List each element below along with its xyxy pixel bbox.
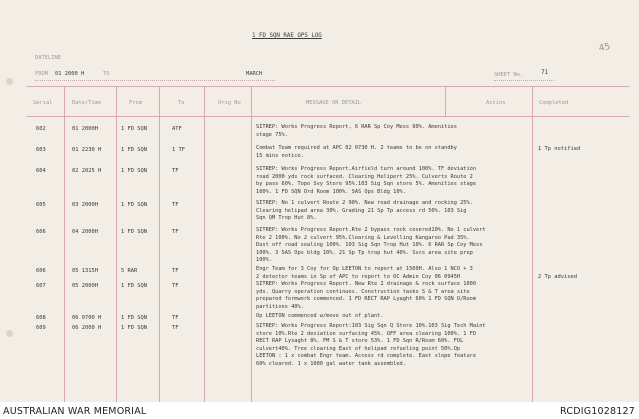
row-from: 1 FD SQN bbox=[121, 315, 147, 321]
row-serial: 604 bbox=[36, 168, 46, 174]
row-datetime: 05 2000H bbox=[72, 283, 98, 289]
row-serial: 603 bbox=[36, 147, 46, 153]
row-datetime: 01 2000H bbox=[72, 126, 98, 132]
row-from: 1 FD SQN bbox=[121, 283, 147, 289]
row-message: SITREP: Works Progress Report. New Rte 2 drainage & rock surface 1000 yds. Quarry operation continues. Construction tasks S & T area site prepared formwork commenced. 1 FD RECT RAP Lyaght 60% 1 FD SQN O/Room partitions 40%. bbox=[256, 281, 477, 310]
column-divider bbox=[64, 86, 65, 402]
dateline-label: DATELINE bbox=[35, 55, 61, 61]
row-message: SITREP: Works Progress Report.Rte 2 bypass rock covered10%. No 1 culvert Rte 2 100%. No 2 culvert 95%.Clearing & Levelling Kangaroo Pad 35%. Dust off road sealing 100%. 103 Sig Sqn Trop Hut 10%. 6 RAR Sp Coy Mess 100%. 3 SAS Ops bldg 10%. 21 Sp Tp trop hut 40%. Svcs area site prep 100%. bbox=[256, 227, 486, 264]
row-serial: 607 bbox=[36, 283, 46, 289]
footer-source: AUSTRALIAN WAR MEMORIAL bbox=[3, 406, 147, 417]
column-header-orig-no: Orig No bbox=[218, 100, 241, 106]
column-header-to: To bbox=[178, 100, 185, 106]
row-datetime: 04 2000H bbox=[72, 229, 98, 235]
row-to: TF bbox=[172, 268, 179, 274]
row-message: Combat Team required at APC 02 0730 H. 2 teams to be on standby 15 mins notice. bbox=[256, 145, 457, 159]
month: MARCH bbox=[246, 71, 263, 77]
to-label: TO bbox=[103, 71, 110, 77]
row-serial: 608 bbox=[36, 315, 46, 321]
row-datetime: 03 2000H bbox=[72, 202, 98, 208]
row-datetime: 05 1315H bbox=[72, 268, 98, 274]
row-from: 1 FD SQN bbox=[121, 168, 147, 174]
row-message: Engr Team for 3 Coy for Op LEETON to report at 1500H. Also 1 NCO + 3 2 detector teams in Sp of APC to report to OC Admin Coy 06 0945H bbox=[256, 266, 473, 280]
column-divider bbox=[204, 86, 205, 402]
row-to: TF bbox=[172, 229, 179, 235]
row-action: 1 Tp notified bbox=[538, 146, 581, 152]
row-to: TF bbox=[172, 315, 179, 321]
column-header-datetime: Date/Time bbox=[72, 100, 102, 106]
row-message: SITREP: No 1 culvert Route 2 90%. New road drainage and rocking 25%. Clearing helipad area 30%. Grading 21 Sp Tp access rd 50%. 103 Sig Sqn QM Trop Hut 8%. bbox=[256, 200, 473, 222]
sheet-number: 71 bbox=[541, 69, 549, 76]
column-divider bbox=[532, 86, 533, 402]
column-divider bbox=[116, 86, 117, 402]
row-from: 1 FD SQN bbox=[121, 229, 147, 235]
row-to: 1 TF bbox=[172, 147, 185, 153]
column-header-message: MESSAGE OR DETAIL bbox=[306, 100, 362, 106]
row-to: TF bbox=[172, 202, 179, 208]
column-header-action: Action bbox=[486, 100, 506, 106]
header-dotted-line bbox=[35, 80, 275, 81]
sheet-label: SHEET No. bbox=[494, 72, 524, 78]
corner-mark: 45 bbox=[597, 41, 612, 55]
row-datetime: 06 0700 H bbox=[72, 315, 102, 321]
page-title: 1 FD SQN RAE OPS LOG bbox=[252, 33, 322, 39]
row-serial: 606 bbox=[36, 229, 46, 235]
column-divider bbox=[251, 86, 252, 402]
row-message: SITREP: Works Progress Report,Airfield turn around 100%. TF deviation road 2000 yds rock surfaced. Clearing Helipert 25%. Culverts Route 2 by pass 60%. Topo Svy Store 95%.103 Sig Sqn store 5%. Amenities stage 100%. 1 FD SQN Ord Room 100%. SAS Ops Bldg 10%. bbox=[256, 166, 477, 195]
column-header-from: From bbox=[129, 100, 142, 106]
row-datetime: 01 2230 H bbox=[72, 147, 102, 153]
row-to: ATF bbox=[172, 126, 182, 132]
punch-hole bbox=[6, 330, 13, 337]
header-dotted-line bbox=[494, 80, 554, 81]
row-message: SITREP: Works Progress Report:103 Sig Sqn Q Store 10%.103 Sig Tech Maint store 10%.Rte 2 deviation surfacing 45%. OFF area clearing 100%. 1 FD RECT RAP Lysaght 8%. FM S & T store 53%. 1 FD Sqn R/Room 60%. FOL culvert40%. Tree clearing East of helipad refueling point 50%.Op LEETON : 1 x combat Engr team. Access rd complete. East slope feature 60% cleared. 1 x 1000 gal water tank assembled. bbox=[256, 323, 486, 367]
row-datetime: 06 2000 H bbox=[72, 325, 102, 331]
column-header-serial: Serial bbox=[33, 100, 53, 106]
column-header-completed: Completed bbox=[539, 100, 569, 106]
row-from: 1 FD SQN bbox=[121, 147, 147, 153]
row-datetime: 02 2025 H bbox=[72, 168, 102, 174]
row-action: 2 Tp advised bbox=[538, 274, 577, 280]
archive-footer bbox=[0, 402, 639, 419]
row-from: 1 FD SQN bbox=[121, 202, 147, 208]
punch-hole bbox=[6, 78, 13, 85]
footer-record-id: RCDIG1028127 bbox=[560, 406, 635, 417]
row-serial: 602 bbox=[36, 126, 46, 132]
row-message: Op LEETON commenced w/move out of plant. bbox=[256, 313, 384, 319]
row-to: TF bbox=[172, 283, 179, 289]
row-from: 1 FD SQN bbox=[121, 126, 147, 132]
row-to: TF bbox=[172, 168, 179, 174]
row-serial: 605 bbox=[36, 202, 46, 208]
row-from: 1 FD SQN bbox=[121, 325, 147, 331]
row-from: 5 RAR bbox=[121, 268, 138, 274]
row-serial: 609 bbox=[36, 325, 46, 331]
from-value: 01 2000 H bbox=[55, 71, 85, 77]
from-label: FROM bbox=[35, 71, 48, 77]
column-divider bbox=[159, 86, 160, 402]
row-message: SITREP: Works Progress Report, 6 RAR Sp Coy Mess 90%. Amenities stage 75%. bbox=[256, 124, 457, 138]
row-serial: 606 bbox=[36, 268, 46, 274]
row-to: TF bbox=[172, 325, 179, 331]
column-divider bbox=[445, 86, 446, 116]
